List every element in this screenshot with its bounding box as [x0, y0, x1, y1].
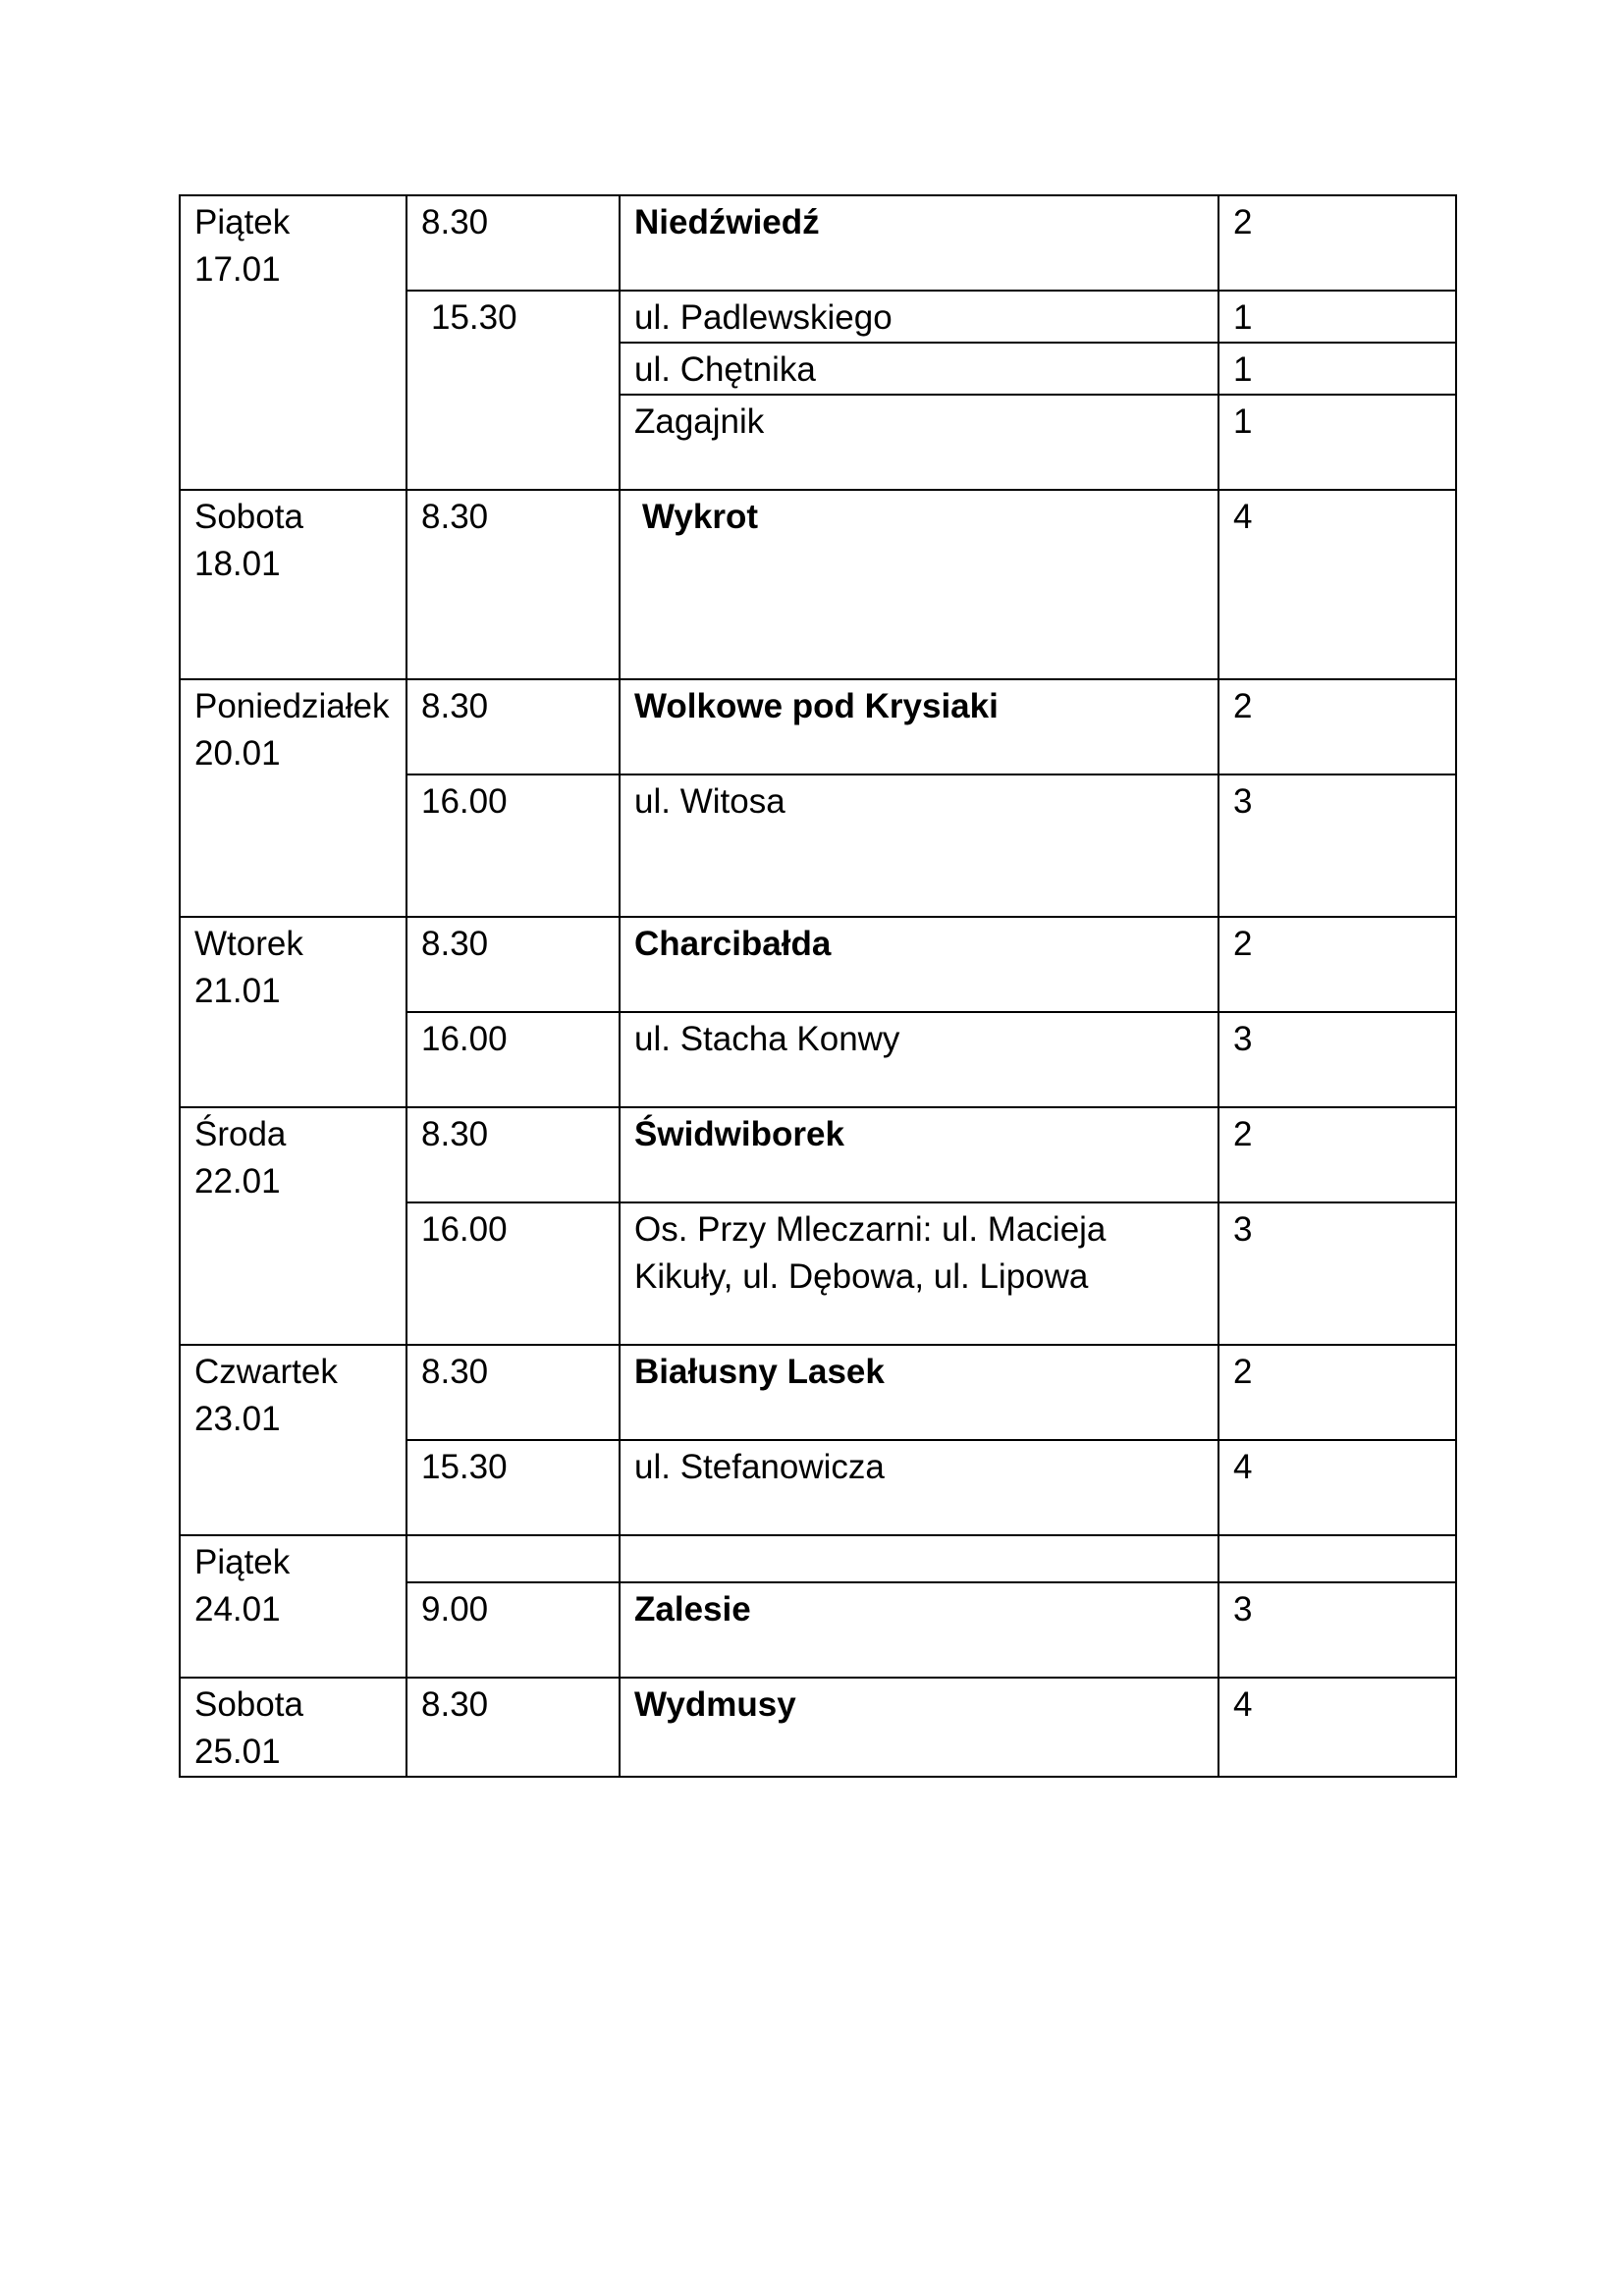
day-date: 21.01: [194, 972, 281, 1010]
place-cell: ul. Chętnika: [620, 343, 1218, 395]
day-date: 20.01: [194, 734, 281, 773]
day-date: 23.01: [194, 1400, 281, 1438]
schedule-body: [180, 195, 1456, 1777]
time-cell: 8.30: [406, 1345, 620, 1440]
day-cell: [180, 490, 406, 679]
place-cell: ul. Stacha Konwy: [620, 1012, 1218, 1107]
day-name: Wtorek: [194, 925, 303, 963]
number-cell: 4: [1218, 1440, 1456, 1535]
day-cell: [180, 1535, 406, 1678]
time-cell: 16.00: [406, 774, 620, 917]
number-cell: 4: [1218, 490, 1456, 679]
day-cell: [180, 1107, 406, 1345]
time-cell: 8.30: [406, 917, 620, 1012]
day-date: 17.01: [194, 250, 281, 289]
time-cell: 15.30: [406, 1440, 620, 1535]
number-cell: 2: [1218, 679, 1456, 774]
table-row: [180, 1678, 1456, 1777]
number-cell: [1218, 1535, 1456, 1582]
day-date: 22.01: [194, 1162, 281, 1201]
day-cell: [180, 195, 406, 490]
day-name: Piątek: [194, 203, 291, 241]
number-cell: 1: [1218, 291, 1456, 343]
place-cell: Charcibałda: [620, 917, 1218, 1012]
day-date: 18.01: [194, 545, 281, 583]
time-cell: 16.00: [406, 1012, 620, 1107]
number-cell: 4: [1218, 1678, 1456, 1777]
day-cell: [180, 1345, 406, 1535]
time-cell: 8.30: [406, 490, 620, 679]
number-cell: 3: [1218, 774, 1456, 917]
place-cell: Wykrot: [620, 490, 1218, 679]
day-date: 24.01: [194, 1590, 281, 1629]
time-cell: 9.00: [406, 1582, 620, 1678]
place-cell: Zagajnik: [620, 395, 1218, 490]
place-cell: Białusny Lasek: [620, 1345, 1218, 1440]
number-cell: 3: [1218, 1012, 1456, 1107]
place-cell: ul. Padlewskiego: [620, 291, 1218, 343]
day-name: Sobota: [194, 1685, 303, 1724]
day-cell: [180, 1678, 406, 1777]
table-row: [180, 490, 1456, 679]
day-name: Poniedziałek: [194, 687, 390, 725]
table-row: [180, 1535, 1456, 1582]
place-cell: ul. Witosa: [620, 774, 1218, 917]
table-row: [180, 1107, 1456, 1202]
place-cell: Zalesie: [620, 1582, 1218, 1678]
day-name: Czwartek: [194, 1353, 338, 1391]
number-cell: 1: [1218, 343, 1456, 395]
schedule-table: [179, 194, 1457, 1778]
place-cell: [620, 1535, 1218, 1582]
place-cell: Niedźwiedź: [620, 195, 1218, 291]
time-cell: 8.30: [406, 1678, 620, 1777]
number-cell: 2: [1218, 1107, 1456, 1202]
time-cell: 8.30: [406, 195, 620, 291]
time-cell: 8.30: [406, 1107, 620, 1202]
table-row: [180, 917, 1456, 1012]
number-cell: 2: [1218, 917, 1456, 1012]
place-cell: Wolkowe pod Krysiaki: [620, 679, 1218, 774]
number-cell: 1: [1218, 395, 1456, 490]
table-row: [180, 195, 1456, 291]
number-cell: 2: [1218, 195, 1456, 291]
place-cell: Świdwiborek: [620, 1107, 1218, 1202]
day-cell: [180, 917, 406, 1107]
day-name: Piątek: [194, 1543, 291, 1581]
day-name: Sobota: [194, 498, 303, 536]
place-cell: Wydmusy: [620, 1678, 1218, 1777]
day-cell: [180, 679, 406, 917]
number-cell: 3: [1218, 1202, 1456, 1345]
table-row: [180, 1345, 1456, 1440]
time-cell: 16.00: [406, 1202, 620, 1345]
time-cell: [406, 1535, 620, 1582]
day-date: 25.01: [194, 1733, 281, 1771]
number-cell: 3: [1218, 1582, 1456, 1678]
table-row: [180, 679, 1456, 774]
place-cell: Os. Przy Mleczarni: ul. Macieja Kikuły, ul. Dębowa, ul. Lipowa: [620, 1202, 1218, 1345]
day-name: Środa: [194, 1115, 287, 1153]
time-cell: 15.30: [406, 291, 620, 490]
number-cell: 2: [1218, 1345, 1456, 1440]
time-cell: 8.30: [406, 679, 620, 774]
place-cell: ul. Stefanowicza: [620, 1440, 1218, 1535]
